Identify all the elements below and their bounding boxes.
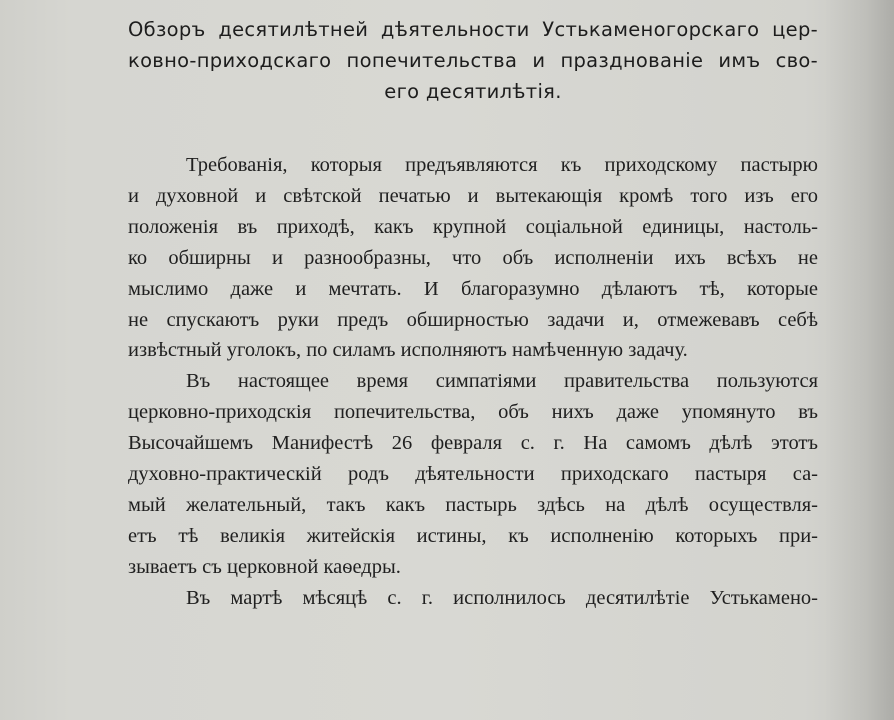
title-line: Обзоръ десятилѣтней дѣятельности Устькаменогорскаго цер- bbox=[128, 18, 818, 41]
text-line: духовно-практическій родъ дѣятельности приходскаго пастыря са- bbox=[128, 463, 818, 486]
text-line: не спускаютъ руки предъ обширностью задачи и, отмежевавъ себѣ bbox=[128, 308, 818, 331]
text-line: и духовной и свѣтской печатью и вытекающія кромѣ того изъ его bbox=[128, 184, 818, 207]
title-line: его десятилѣтія. bbox=[384, 80, 562, 103]
title-line: ковно-приходскаго попечительства и празднованіе имъ сво- bbox=[128, 49, 818, 72]
text-line: ко обширны и разнообразны, что объ исполненіи ихъ всѣхъ не bbox=[128, 246, 818, 269]
article-body bbox=[128, 150, 818, 614]
text-line: Требованія, которыя предъявляются къ приходскому пастырю bbox=[186, 154, 818, 176]
text-line: мый желательный, такъ какъ пастырь здѣсь на дѣлѣ осуществля- bbox=[128, 493, 818, 516]
text-line: Въ настоящее время симпатіями правительства пользуются bbox=[186, 370, 818, 393]
text-line: мыслимо даже и мечтать. И благоразумно дѣлаютъ тѣ, которые bbox=[128, 277, 818, 300]
text-line: Высочайшемъ Манифестѣ 26 февраля с. г. На самомъ дѣлѣ этотъ bbox=[128, 432, 818, 455]
text-line: Въ мартѣ мѣсяцѣ с. г. исполнилось десятилѣтіе Устькамено- bbox=[186, 586, 818, 609]
text-line: етъ тѣ великія житейскія истины, къ исполненію которыхъ при- bbox=[128, 524, 818, 547]
page-gutter-shadow bbox=[824, 0, 894, 720]
article-title bbox=[128, 14, 818, 107]
text-line: церковно-приходскія попечительства, объ нихъ даже упомянуто въ bbox=[128, 401, 818, 424]
text-line: положенія въ приходѣ, какъ крупной соціальной единицы, настоль- bbox=[128, 215, 818, 238]
text-line: извѣстный уголокъ, по силамъ исполняютъ намѣченную задачу. bbox=[128, 339, 688, 362]
text-line: зываетъ съ церковной каѳедры. bbox=[128, 555, 401, 578]
